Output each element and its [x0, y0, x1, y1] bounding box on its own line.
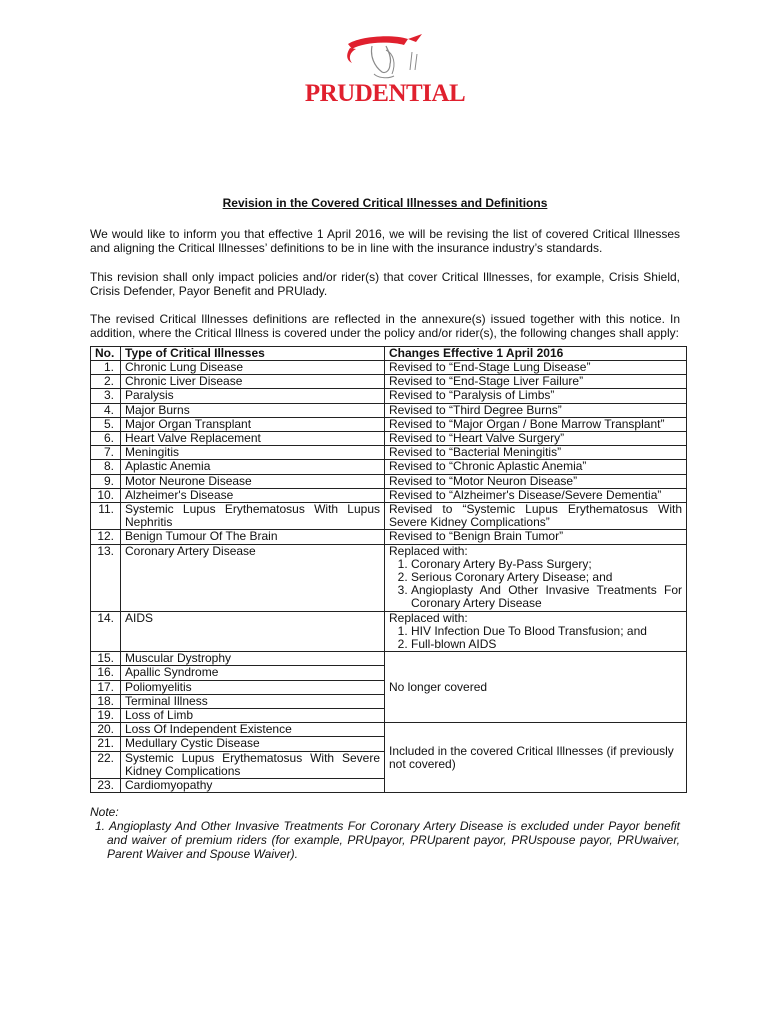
row-change: Revised to “Benign Brain Tumor” [385, 530, 687, 544]
row-illness: Loss of Limb [121, 709, 385, 723]
prudential-logo [300, 30, 470, 110]
document-title: Revision in the Covered Critical Illnesses and Definitions [222, 196, 548, 210]
row-change: Revised to “Third Degree Burns” [385, 403, 687, 417]
list-item: 2. Serious Coronary Artery Disease; and [411, 571, 682, 584]
row-illness: Systemic Lupus Erythematosus With Lupus Nephritis [121, 503, 385, 530]
row-illness: Loss Of Independent Existence [121, 723, 385, 737]
row-no: 11. [91, 503, 121, 530]
header-type: Type of Critical Illnesses [121, 346, 385, 360]
row-no: 14. [91, 611, 121, 652]
list-item: 2. Full-blown AIDS [411, 638, 682, 651]
row-change: Revised to “Alzheimer's Disease/Severe Dementia” [385, 488, 687, 502]
row-no: 18. [91, 694, 121, 708]
table-row-20 [91, 723, 687, 737]
included-covered-cell: Included in the covered Critical Illnesses (if previously not covered) [385, 723, 687, 793]
paragraph-impact: This revision shall only impact policies and/or rider(s) that cover Critical Illnesses, for example, Crisis Shield, Crisis Defender, Payor Benefit and PRUlady. [90, 269, 680, 298]
table-row-14 [91, 611, 687, 652]
row-illness: Chronic Lung Disease [121, 360, 385, 374]
logo-wordmark: PRUDENTIAL [304, 80, 466, 107]
row-illness: Meningitis [121, 446, 385, 460]
row-no: 1. [91, 360, 121, 374]
row-illness: Paralysis [121, 389, 385, 403]
row-illness: Benign Tumour Of The Brain [121, 530, 385, 544]
row-illness: Systemic Lupus Erythematosus With Severe Kidney Complications [121, 751, 385, 778]
row-no: 12. [91, 530, 121, 544]
row-change: Revised to “Paralysis of Limbs” [385, 389, 687, 403]
row-no: 13. [91, 544, 121, 611]
row-illness: Coronary Artery Disease [121, 544, 385, 611]
row-change: Revised to “Heart Valve Surgery” [385, 432, 687, 446]
row-no: 16. [91, 666, 121, 680]
replaced-with-label: Replaced with: [389, 610, 468, 625]
paragraph-changes: The revised Critical Illnesses definitions are reflected in the annexure(s) issued together with this notice. In addition, where the Critical Illness is covered under the policy and/or rider(s), the following changes shall apply: [90, 312, 680, 341]
list-item: 1. Coronary Artery By-Pass Surgery; [411, 558, 682, 571]
row-illness: Chronic Liver Disease [121, 375, 385, 389]
row-change [385, 544, 687, 611]
row-no: 3. [91, 389, 121, 403]
row-no: 19. [91, 709, 121, 723]
table-row-4 [91, 403, 687, 417]
note-section [90, 805, 680, 861]
replaced-with-label: Replaced with: [389, 543, 468, 558]
row-no: 10. [91, 488, 121, 502]
table-row-13 [91, 544, 687, 611]
row-illness: AIDS [121, 611, 385, 652]
paragraph-intro: We would like to inform you that effective 1 April 2016, we will be revising the list of covered Critical Illnesses and aligning the Critical Illnesses’ definitions to be in line with the insurance industry’s standards. [90, 227, 680, 256]
row-change [385, 611, 687, 652]
no-longer-covered-cell: No longer covered [385, 652, 687, 723]
table-row-6 [91, 432, 687, 446]
row-illness: Muscular Dystrophy [121, 652, 385, 666]
table-body [91, 360, 687, 792]
row-change: Revised to “End-Stage Liver Failure” [385, 375, 687, 389]
replacement-list [389, 625, 682, 651]
replacement-list [389, 558, 682, 611]
row-no: 6. [91, 432, 121, 446]
row-illness: Apallic Syndrome [121, 666, 385, 680]
row-illness: Medullary Cystic Disease [121, 737, 385, 751]
row-no: 9. [91, 474, 121, 488]
row-no: 15. [91, 652, 121, 666]
table-row-2 [91, 375, 687, 389]
row-illness: Aplastic Anemia [121, 460, 385, 474]
row-no: 17. [91, 680, 121, 694]
row-illness: Motor Neurone Disease [121, 474, 385, 488]
row-illness: Alzheimer's Disease [121, 488, 385, 502]
header-no: No. [91, 346, 121, 360]
list-item: 3. Angioplasty And Other Invasive Treatments For Coronary Artery Disease [411, 584, 682, 610]
row-no: 21. [91, 737, 121, 751]
row-illness: Poliomyelitis [121, 680, 385, 694]
row-change: Revised to “End-Stage Lung Disease” [385, 360, 687, 374]
table-row-5 [91, 417, 687, 431]
row-no: 8. [91, 460, 121, 474]
header-changes: Changes Effective 1 April 2016 [385, 346, 687, 360]
row-no: 5. [91, 417, 121, 431]
document-body [90, 196, 680, 861]
table-row-10 [91, 488, 687, 502]
note-item: 1. Angioplasty And Other Invasive Treatments For Coronary Artery Disease is excluded under Payor benefit and waiver of premium riders (for example, PRUpayor, PRUparent payor, PRUspouse payor, PRUwaiver, Parent Waiver and Spouse Waiver). [95, 819, 680, 862]
list-item: 1. HIV Infection Due To Blood Transfusion; and [411, 625, 682, 638]
row-change: Revised to “Motor Neuron Disease” [385, 474, 687, 488]
row-no: 4. [91, 403, 121, 417]
note-label: Note: [90, 805, 119, 820]
row-illness: Major Burns [121, 403, 385, 417]
row-change: Revised to “Major Organ / Bone Marrow Transplant” [385, 417, 687, 431]
table-row-15 [91, 652, 687, 666]
row-no: 2. [91, 375, 121, 389]
table-row-1 [91, 360, 687, 374]
table-row-9 [91, 474, 687, 488]
row-illness: Terminal Illness [121, 694, 385, 708]
table-row-11 [91, 503, 687, 530]
table-row-3 [91, 389, 687, 403]
row-change: Revised to “Bacterial Meningitis” [385, 446, 687, 460]
row-no: 22. [91, 751, 121, 778]
table-header-row [91, 346, 687, 360]
critical-illness-table [90, 346, 687, 794]
row-change: Revised to “Chronic Aplastic Anemia” [385, 460, 687, 474]
row-illness: Major Organ Transplant [121, 417, 385, 431]
table-row-7 [91, 446, 687, 460]
row-illness: Cardiomyopathy [121, 779, 385, 793]
row-illness: Heart Valve Replacement [121, 432, 385, 446]
table-row-12 [91, 530, 687, 544]
row-no: 20. [91, 723, 121, 737]
prudential-lady-icon [300, 30, 470, 82]
row-no: 7. [91, 446, 121, 460]
row-no: 23. [91, 779, 121, 793]
row-change: Revised to “Systemic Lupus Erythematosus With Severe Kidney Complications” [385, 503, 687, 530]
table-row-8 [91, 460, 687, 474]
